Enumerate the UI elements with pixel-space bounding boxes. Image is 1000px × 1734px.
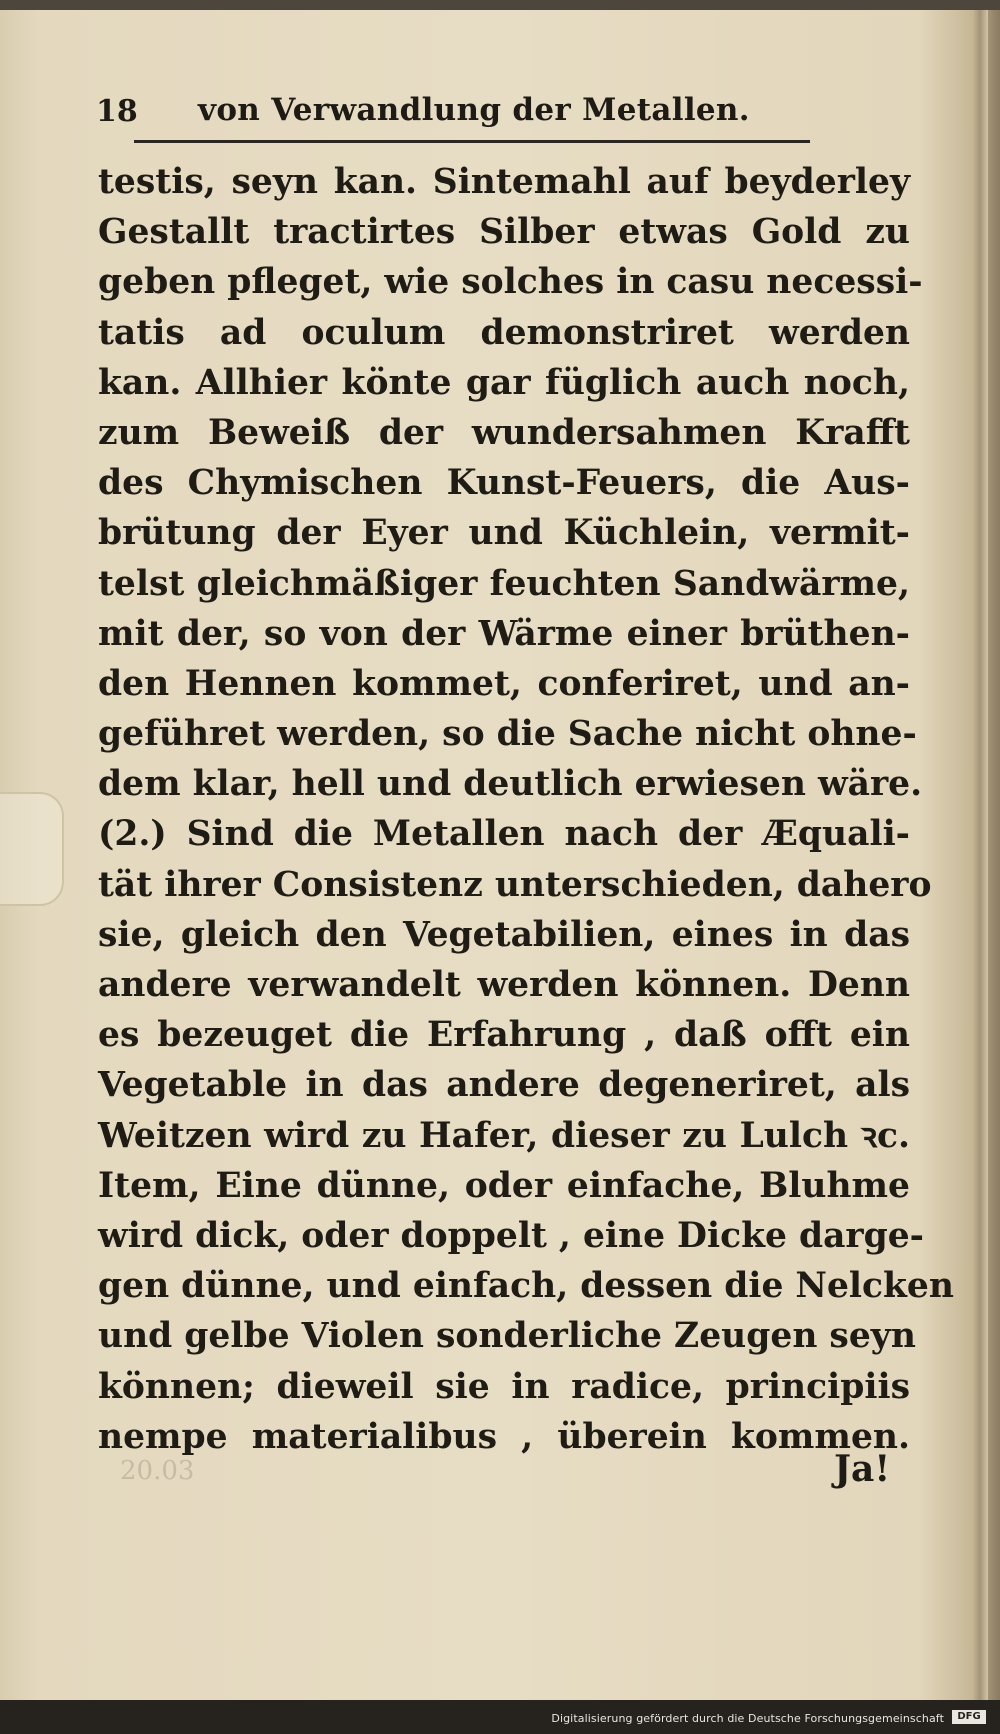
text-line: tatis ad oculum demonstriret werden bbox=[98, 312, 910, 353]
show-through-text: 20.03 bbox=[120, 1456, 195, 1486]
text-line: brütung der Eyer und Küchlein, vermit- bbox=[98, 513, 910, 554]
text-line: können; dieweil sie in radice, principiis bbox=[98, 1366, 910, 1407]
text-line: telst gleichmäßiger feuchten Sandwärme, bbox=[98, 563, 910, 604]
digitization-credit: Digitalisierung gefördert durch die Deutsche Forschungsgemeinschaft bbox=[551, 1712, 944, 1725]
text-line: Weitzen wird zu Hafer, dieser zu Lulch ꝛc. bbox=[98, 1115, 910, 1156]
text-line: zum Beweiß der wundersahmen Krafft bbox=[98, 412, 910, 453]
text-line: sie, gleich den Vegetabilien, eines in das bbox=[98, 914, 910, 955]
text-line: dem klar, hell und deutlich erwiesen wäre. bbox=[98, 764, 923, 805]
page-tab-mark bbox=[0, 792, 64, 906]
text-line: des Chymischen Kunst-Feuers, die Aus- bbox=[98, 463, 910, 504]
catchword: Ja! bbox=[834, 1448, 891, 1490]
text-line: wird dick, oder doppelt , eine Dicke darge- bbox=[98, 1215, 924, 1256]
text-line: Vegetable in das andere degeneriret, als bbox=[98, 1065, 910, 1106]
text-line: es bezeuget die Erfahrung , daß offt ein bbox=[98, 1015, 910, 1056]
text-line: den Hennen kommet, conferiret, und an- bbox=[98, 663, 910, 704]
text-line: (2.) Sind die Metallen nach der Æquali- bbox=[98, 814, 910, 855]
scan-top-edge bbox=[0, 0, 1000, 10]
dfg-logo: DFG bbox=[952, 1710, 986, 1724]
text-line: gen dünne, und einfach, dessen die Nelcken bbox=[98, 1266, 954, 1307]
page-fore-edge bbox=[972, 10, 988, 1700]
text-line: geführet werden, so die Sache nicht ohne- bbox=[98, 714, 917, 755]
running-title: von Verwandlung der Metallen. bbox=[198, 92, 750, 128]
text-line: tät ihrer Consistenz unterschieden, dahero bbox=[98, 864, 932, 905]
text-line: Item, Eine dünne, oder einfache, Bluhme bbox=[98, 1165, 910, 1206]
text-line: und gelbe Violen sonderliche Zeugen seyn bbox=[98, 1316, 916, 1357]
page-number: 18 bbox=[96, 94, 138, 129]
page-header bbox=[96, 92, 812, 138]
text-line: mit der, so von der Wärme einer brüthen- bbox=[98, 613, 910, 654]
header-rule bbox=[134, 140, 810, 143]
text-line: testis, seyn kan. Sintemahl auf beyderley bbox=[98, 162, 910, 202]
text-line: nempe materialibus , überein kommen. bbox=[98, 1416, 910, 1457]
body-text bbox=[98, 157, 954, 1462]
text-line: kan. Allhier könte gar füglich auch noch, bbox=[98, 362, 910, 403]
text-line: Gestallt tractirtes Silber etwas Gold zu bbox=[98, 212, 910, 253]
text-line: geben pfleget, wie solches in casu necessi- bbox=[98, 262, 923, 303]
text-line: andere verwandelt werden können. Denn bbox=[98, 965, 910, 1005]
